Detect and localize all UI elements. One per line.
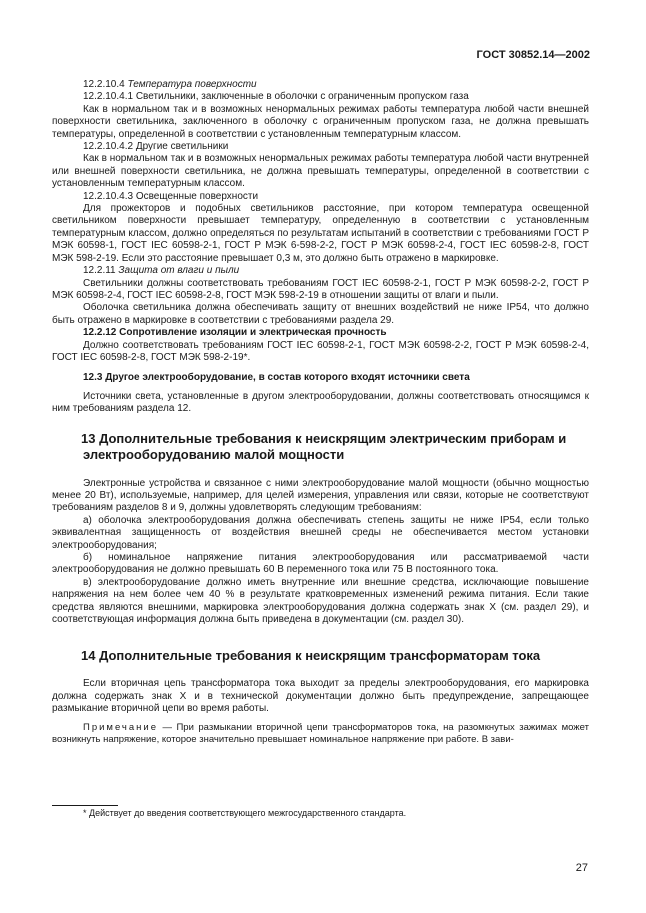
paragraph: Электронные устройства и связанное с ними электрооборудование малой мощности (обычно мощностью менее 20 Вт), используемые, например, для целей измерения, управления или связи, которые не соответствуют требованиям разделов 8 и 9, должны удовлетворять следующим требованиям: (52, 477, 589, 514)
subsection-heading-12-3: 12.3 Другое электрооборудование, в состав которого входят источники света (83, 372, 470, 384)
subsection-number: 12.2.10.4 (83, 79, 125, 90)
subsection-heading-12-2-11 (52, 265, 589, 277)
paragraph: Как в нормальном так и в возможных ненормальных режимах работы температура любой части внешней поверхности светильника, заключенного в оболочку с ограниченным пропуском газа, не должна превышать температуры, определенной в соответствии с установленным температурным классом. (52, 103, 589, 140)
note-label: Примечание (83, 721, 158, 733)
note-text: — При размыкании вторичной цепи трансформаторов тока, на разомкнутых зажимах может возникнуть напряжение, которое значительно превышает номинальное напряжение при работе. В зави- (52, 721, 589, 746)
paragraph: Должно соответствовать требованиям ГОСТ IEC 60598-2-1, ГОСТ МЭК 60598-2-2, ГОСТ Р МЭК 60598-2-4, ГОСТ IEC 60598-2-8, ГОСТ МЭК 598-2-19*. (52, 339, 589, 363)
list-item: в) электрооборудование должно иметь внутренние или внешние средства, исключающие повышение напряжения на нем более чем 40 % в результате кратковременных изменений режима питания. Если такие средства являются внешними, маркировка электрооборудования должна содержать знак X (см. раздел 29), и соответствующая информация должна быть приведена в документации (см. раздел 30). (52, 576, 589, 626)
section-heading-14: 14 Дополнительные требования к неискрящим трансформаторам тока (81, 648, 541, 664)
subsection-heading-12-2-12: 12.2.12 Сопротивление изоляции и электрическая прочность (83, 327, 387, 339)
paragraph: Как в нормальном так и в возможных ненормальных режимах работы температура любой части внутренней или внешней поверхности светильника, не должна превышать температуры, определенной в соответствии с установленным температурным классом. (52, 153, 589, 190)
subsection-number: 12.2.11 (83, 265, 116, 277)
list-item: б) номинальное напряжение питания электрооборудования или рассматриваемой части электрооборудования не должно превышать 60 В переменного тока или 75 В постоянного тока. (52, 552, 589, 576)
page-body (52, 79, 589, 746)
paragraph: Источники света, установленные в другом электрооборудовании, должны соответствовать относящимся к ним требованиям раздела 12. (52, 390, 589, 415)
list-item: а) оболочка электрооборудования должна обеспечивать степень защиты не ниже IP54, если только эквивалентная защищенность от воздействия внешней среды не обеспечивается местом установки электрооборудования; (52, 514, 589, 551)
subsection-heading-12-2-10-4 (52, 79, 589, 91)
section-heading-13: 13 Дополнительные требования к неискрящим электрическим приборам и электрооборудованию малой мощности (81, 430, 567, 462)
paragraph: Для прожекторов и подобных светильников расстояние, при котором температура освещенной светильником поверхности превышает температуру, определенную в соответствии с установленным температурным классом, должно определяться по результатам испытаний в соответствии с требованиями ГОСТ Р МЭК 60598-1, ГОСТ IEC 60598-2-1, ГОСТ Р МЭК 6-598-2-2, ГОСТ Р МЭК 60598-2-4, ГОСТ IEC 60598-2-8, ГОСТ МЭК 598-2-19. Если это расстояние превышает 0,3 м, это должно быть отражено в маркировке. (52, 203, 589, 264)
paragraph: Оболочка светильника должна обеспечивать защиту от внешних воздействий не ниже IP54, что должно быть отражено в маркировке в соответствии с требованиями раздела 29. (52, 302, 589, 326)
subsection-heading-12-2-10-4-2: 12.2.10.4.2 Другие светильники (83, 141, 229, 153)
footnote: * Действует до введения соответствующего межгосударственного стандарта. (83, 808, 407, 818)
footnote-divider (52, 805, 118, 806)
subsection-heading-12-2-10-4-3: 12.2.10.4.3 Освещенные поверхности (83, 190, 259, 202)
subsection-title: Температура поверхности (127, 79, 257, 90)
subsection-title: Защита от влаги и пыли (118, 265, 240, 277)
paragraph: Светильники должны соответствовать требованиям ГОСТ IEC 60598-2-1, ГОСТ Р МЭК 60598-2-2, ГОСТ Р МЭК 60598-2-4, ГОСТ IEC 60598-2-8, ГОСТ МЭК 598-2-19 в отношении защиты от влаги и пыли. (52, 277, 589, 301)
paragraph: Если вторичная цепь трансформатора тока выходит за пределы электрооборудования, его маркировка должна содержать знак X и в технической документации должно быть предупреждение, запрещающее размыкание вторичной цепи во время работы. (52, 678, 589, 715)
page-number: 27 (575, 862, 588, 874)
subsection-heading-12-2-10-4-1: 12.2.10.4.1 Светильники, заключенные в оболочки с ограниченным пропуском газа (83, 91, 469, 103)
note (52, 722, 589, 747)
document-code-header: ГОСТ 30852.14—2002 (476, 49, 590, 61)
